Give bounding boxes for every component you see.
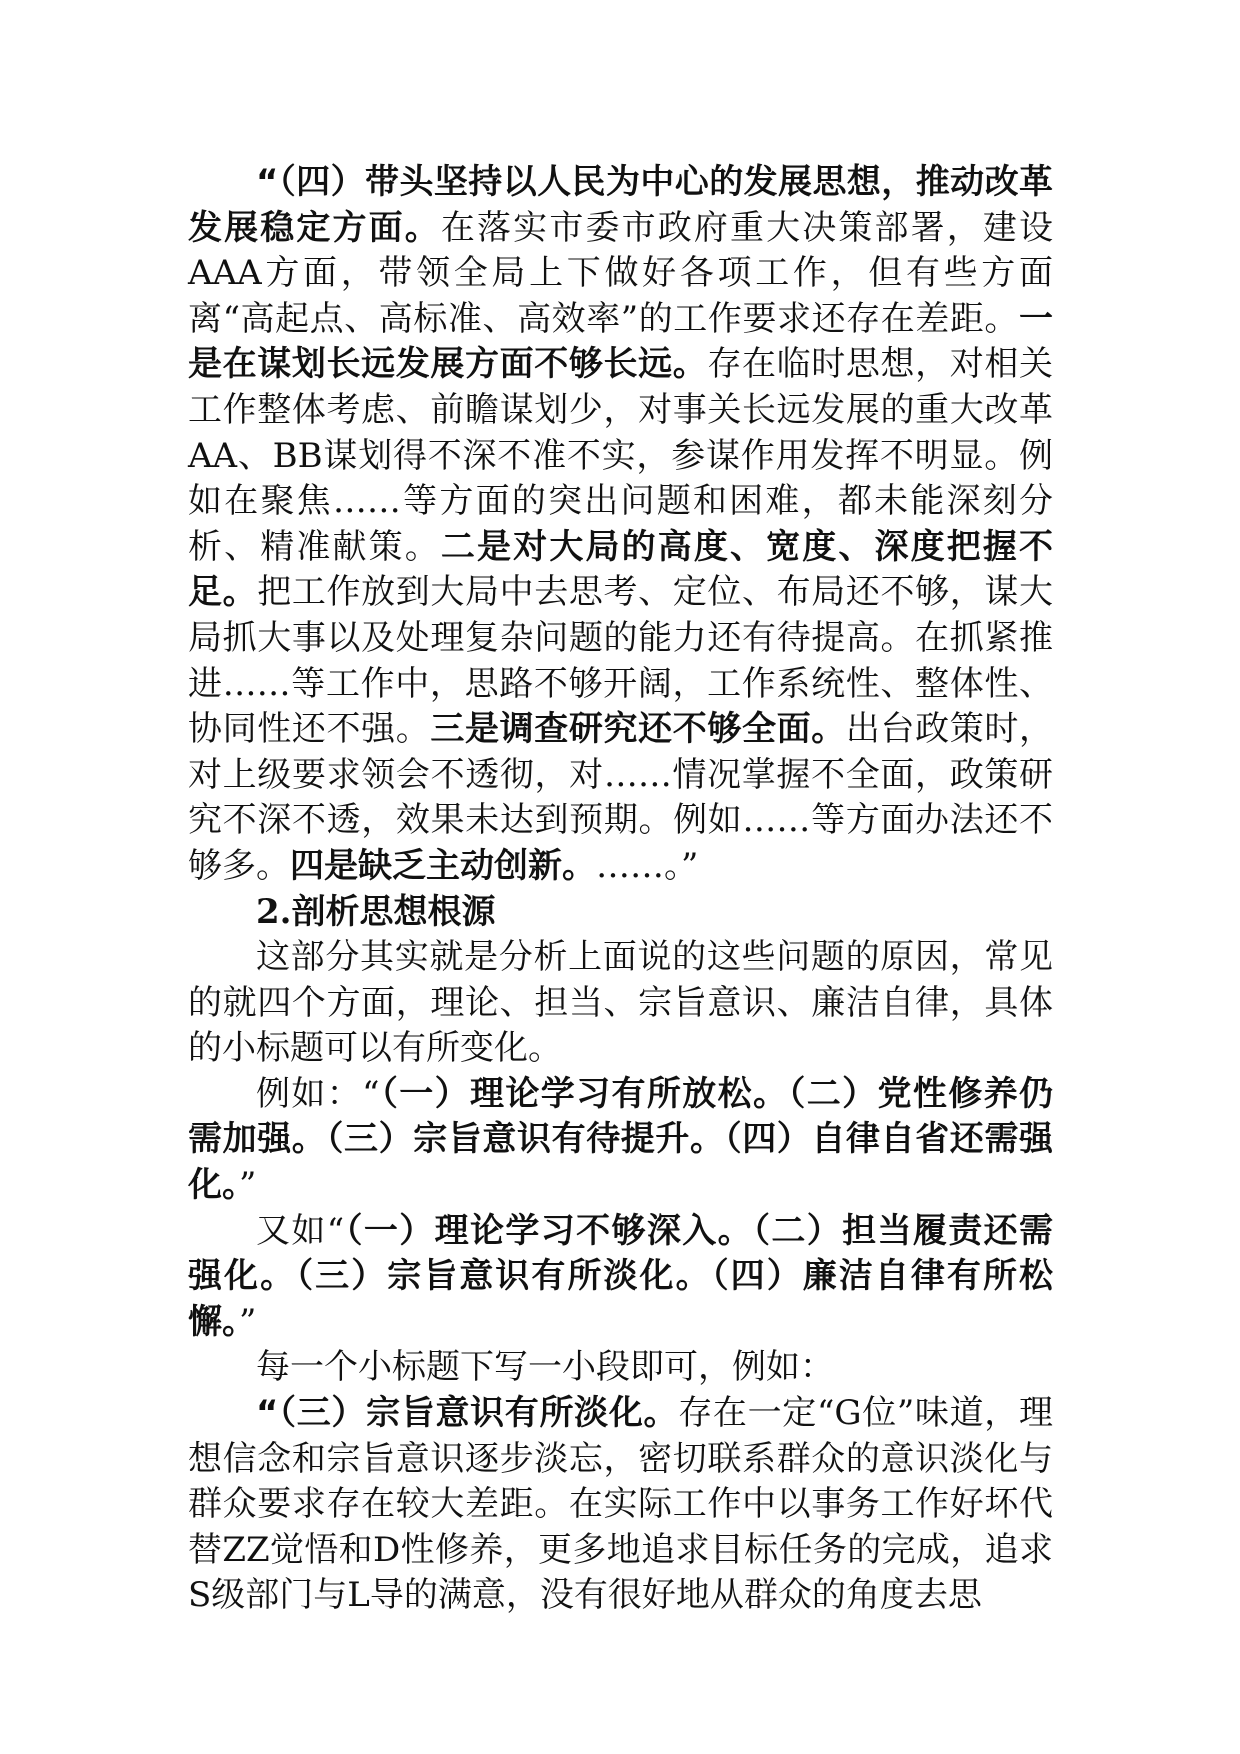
paragraph-analysis-intro xyxy=(188,935,1053,1072)
bold-heading: 三是调查研究还不够全面。 xyxy=(430,709,846,750)
bold-heading: 一是在谋划长远发展方面不够长远。 xyxy=(188,298,1053,385)
body-text: ” xyxy=(239,1301,257,1342)
bold-heading: （一）理论学习不够深入。（二）担当履责还需强化。（三）宗旨意识有所淡化。（四）廉洁自律有所松懈。 xyxy=(188,1210,1053,1342)
body-text: 把工作放到大局中去思考、定位、布局还不够，谋大局抓大事以及处理复杂问题的能力还有待提高。在抓紧推进……等工作中，思路不够开阔，工作系统性、整体性、协同性还不强。 xyxy=(188,572,1053,750)
body-text: 又如“ xyxy=(256,1210,345,1251)
paragraph-subheading-note xyxy=(188,1345,1053,1391)
section-heading xyxy=(188,890,1053,936)
body-text: 出台政策时，对上级要求领会不透彻，对……情况掌握不全面，政策研究不深不透，效果未达到预期。例如……等方面办法还不够多。 xyxy=(188,709,1053,886)
body-text: 例如：“ xyxy=(256,1073,380,1114)
bold-heading: “（三）宗旨意识有所淡化。 xyxy=(256,1393,679,1434)
bold-heading: 四是缺乏主动创新。 xyxy=(290,845,596,886)
body-text: ” xyxy=(239,1165,257,1206)
document-page xyxy=(188,160,1053,1619)
section-heading-text: 2.剖析思想根源 xyxy=(256,891,496,932)
bold-heading: “（四）带头坚持以人民为中心的发展思想，推动改革发展稳定方面。 xyxy=(188,162,1053,248)
body-text: 存在一定“G位”味道，理想信念和宗旨意识逐步淡忘，密切联系群众的意识淡化与群众要求存在较大差距。在实际工作中以事务工作好坏代替ZZ觉悟和D性修养，更多地追求目标任务的完成，追求S级部门与L导的满意，没有很好地从群众的角度去思 xyxy=(188,1393,1053,1616)
paragraph-example-one xyxy=(188,1072,1053,1209)
paragraph-section-four xyxy=(188,160,1053,890)
body-text: 存在临时思想，对相关工作整体考虑、前瞻谋划少，对事关长远发展的重大改革AA、BB谋划得不深不准不实，参谋作用发挥不明显。例如在聚焦……等方面的突出问题和困难，都未能深刻分析、精准献策。 xyxy=(188,344,1053,567)
paragraph-example-two xyxy=(188,1209,1053,1346)
bold-heading: 二是对大局的高度、宽度、深度把握不足。 xyxy=(188,526,1054,613)
body-text: 这部分其实就是分析上面说的这些问题的原因，常见的就四个方面，理论、担当、宗旨意识、廉洁自律，具体的小标题可以有所变化。 xyxy=(188,937,1053,1069)
paragraph-section-three-example xyxy=(188,1391,1053,1619)
bold-heading: （一）理论学习有所放松。（二）党性修养仍需加强。（三）宗旨意识有待提升。（四）自律自省还需强化。 xyxy=(188,1073,1054,1206)
body-text: ……。” xyxy=(596,845,699,886)
body-text: 在落实市委市政府重大决策部署，建设AAA方面，带领全局上下做好各项工作，但有些方面离“高起点、高标准、高效率”的工作要求还存在差距。 xyxy=(188,207,1054,339)
body-text: 每一个小标题下写一小段即可，例如： xyxy=(256,1347,834,1388)
